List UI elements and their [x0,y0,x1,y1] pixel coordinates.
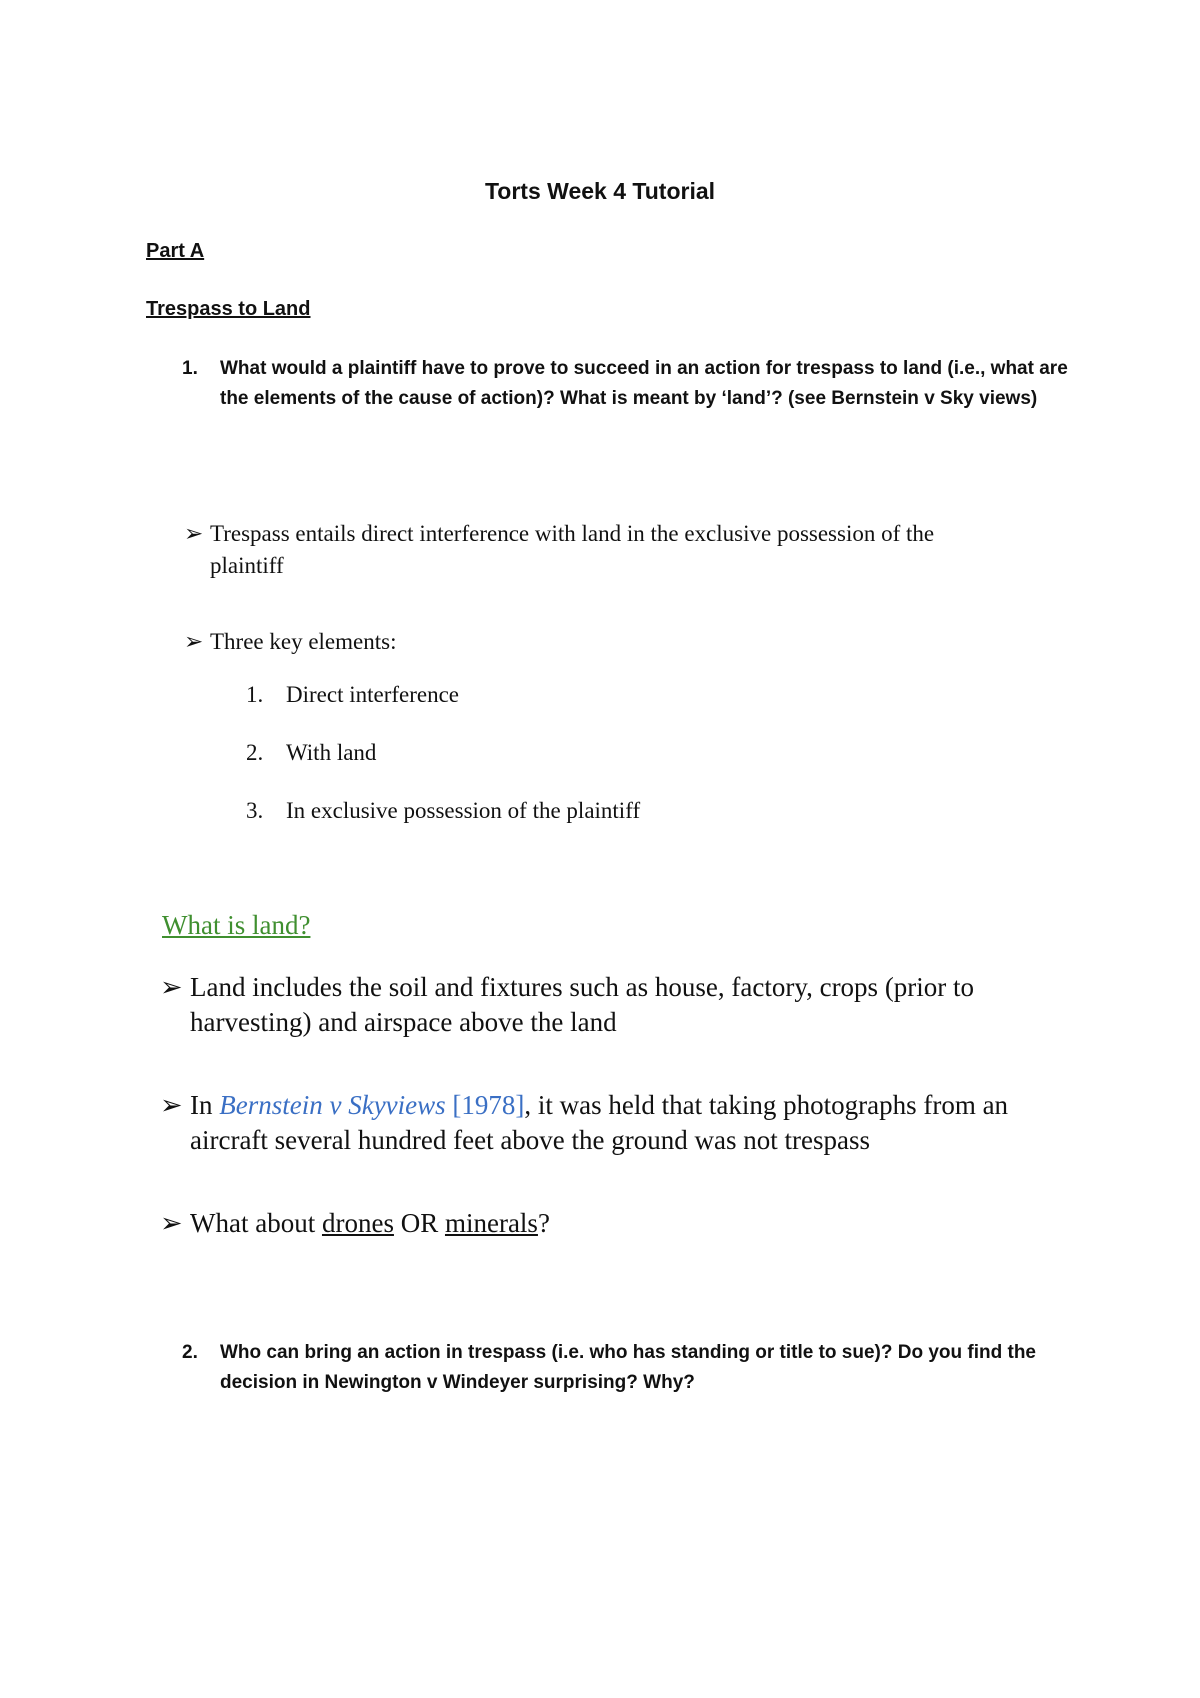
minerals-term: minerals [444,1208,538,1238]
slide1-bullet-2 [184,626,1004,658]
slide2-bullet-3: ➢ What about drones OR minerals? [160,1206,1080,1241]
slide2-bullet-1 [160,970,1080,1040]
bullet-arrow-icon: ➢ [160,1090,183,1120]
case-year: [1978] [445,1090,525,1120]
slide1-bullet-2-text: Three key elements: [210,629,397,654]
question-1-number: 1. [182,358,198,379]
question-1-text: What would a plaintiff have to prove to succeed in an action for trespass to land (i.e., what are the elements of the cause of action)? What is meant by ‘land’? (see Bernstein v Sky views) [220,358,1068,409]
slide1-bullet-1 [184,518,1004,582]
slide2-bullet-1-text: Land includes the soil and fixtures such as house, factory, crops (prior to harvesting) and airspace above the land [190,972,975,1037]
question-2 [182,1338,1082,1398]
element-item-1: 1. Direct interference [246,682,460,707]
bullet-arrow-icon: ➢ [184,521,204,546]
question-2-text: Who can bring an action in trespass (i.e. who has standing or title to sue)? Do you find the decision in Newington v Windeyer surprising? Why? [220,1342,1036,1393]
element-item-3: 3. In exclusive possession of the plaintiff [246,798,641,823]
bullet-arrow-icon: ➢ [160,972,183,1002]
question-1 [182,354,1082,414]
what-is-land-heading: What is land? [162,910,311,940]
section-heading: Trespass to Land [146,298,311,320]
bullet-arrow-icon: ➢ [160,1208,183,1238]
case-citation: Bernstein v Skyviews [219,1090,446,1120]
slide1-bullet-1-text: Trespass entails direct interference with land in the exclusive possession of the plaintiff [210,521,935,578]
question-2-number: 2. [182,1342,198,1363]
part-a-heading: Part A [146,240,205,262]
slide2-bullet-2: ➢ In Bernstein v Skyviews [1978], it was held that taking photographs from an aircraft several hundred feet above the ground was not trespass [160,1090,1009,1155]
bullet-arrow-icon: ➢ [184,629,204,654]
page-title: Torts Week 4 Tutorial [484,178,716,204]
drones-term: drones [321,1208,394,1238]
element-item-2: 2. With land [246,740,377,765]
